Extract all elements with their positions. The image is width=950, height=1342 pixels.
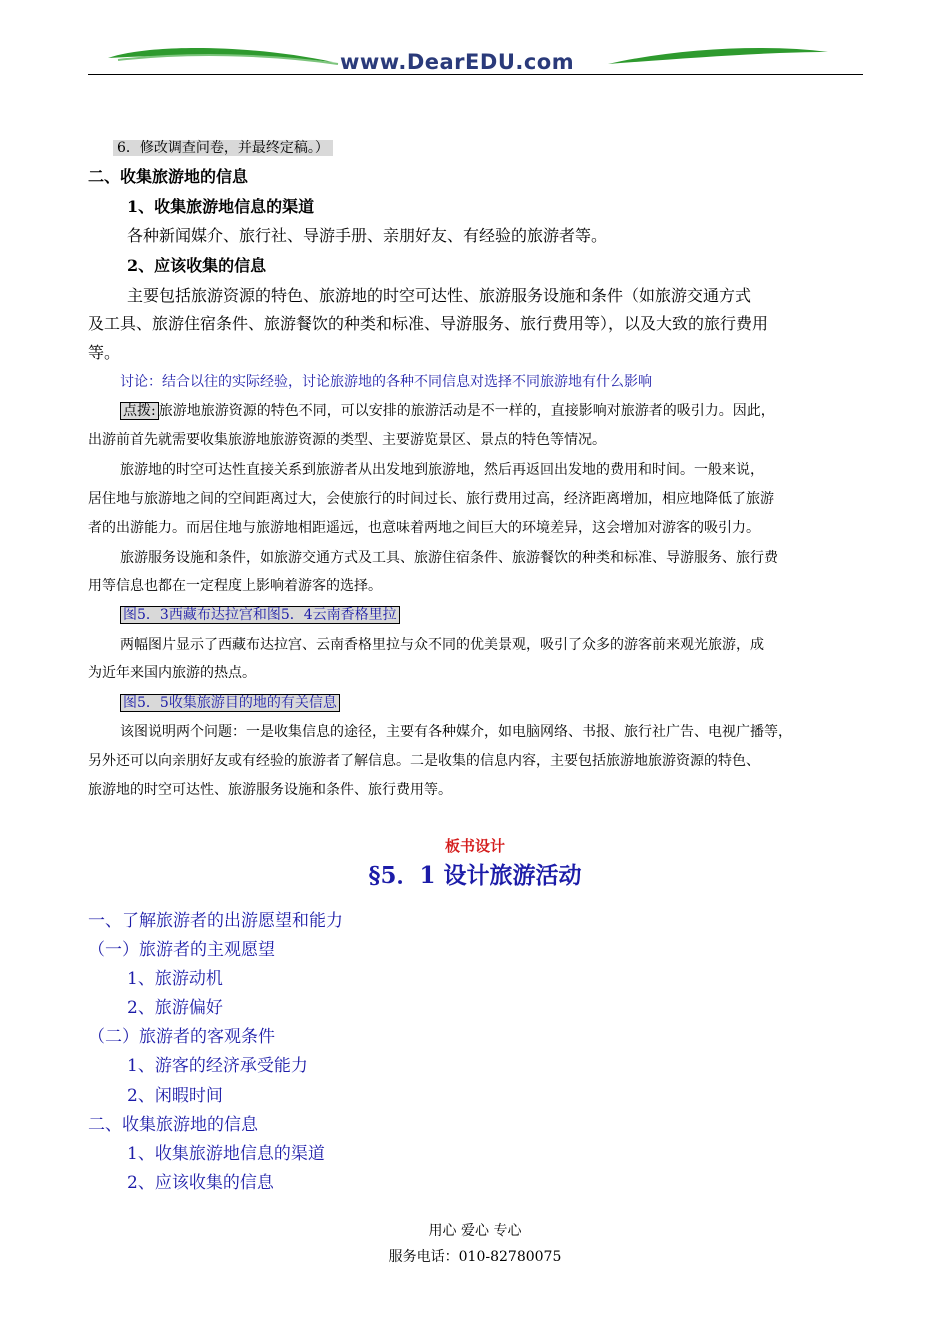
subsection-1-text: 各种新闻媒介、旅行社、导游手册、亲朋好友、有经验的旅游者等。 — [127, 226, 608, 245]
outline-item: 二、收集旅游地的信息 — [88, 1115, 258, 1135]
subsection-2-text-line: 等。 — [88, 343, 121, 362]
outline-item: （一）旅游者的主观愿望 — [88, 940, 275, 960]
step-6: 6．修改调查问卷，并最终定稿。） — [113, 137, 333, 157]
header-divider — [88, 74, 863, 75]
paragraph-line: 者的出游能力。而居住地与旅游地相距遥远，也意味着两地之间巨大的环境差异，这会增加对游客的吸引力。 — [88, 520, 760, 536]
figure-caption-1: 图5．3西藏布达拉宫和图5．4云南香格里拉 — [120, 604, 400, 624]
paragraph-line: 旅游地的时空可达性、旅游服务设施和条件、旅行费用等。 — [88, 782, 452, 798]
paragraph-line: 两幅图片显示了西藏布达拉宫、云南香格里拉与众不同的优美景观，吸引了众多的游客前来观光旅游，成 — [120, 637, 764, 653]
board-design-title: §5．1 设计旅游活动 — [368, 862, 582, 889]
subsection-2-text-line: 主要包括旅游资源的特色、旅游地的时空可达性、旅游服务设施和条件（如旅游交通方式 — [127, 286, 752, 305]
subsection-1-title: 1、收集旅游地信息的渠道 — [127, 197, 315, 216]
outline-item: 2、旅游偏好 — [127, 998, 223, 1018]
paragraph-line: 旅游地的时空可达性直接关系到旅游者从出发地到旅游地，然后再返回出发地的费用和时间。一般来说， — [120, 462, 764, 478]
tip-line: 点拨: 旅游地旅游资源的特色不同，可以安排的旅游活动是不一样的，直接影响对旅游者的吸引力。因此， — [120, 400, 775, 420]
paragraph-line: 另外还可以向亲朋好友或有经验的旅游者了解信息。二是收集的信息内容，主要包括旅游地旅游资源的特色、 — [88, 753, 760, 769]
subsection-2-title: 2、应该收集的信息 — [127, 256, 267, 275]
paragraph-line: 用等信息也都在一定程度上影响着游客的选择。 — [88, 578, 382, 594]
discussion-line: 讨论：结合以往的实际经验，讨论旅游地的各种不同信息对选择不同旅游地有什么影响 — [120, 374, 652, 390]
section-2-title: 二、收集旅游地的信息 — [88, 167, 249, 186]
tip-line: 出游前首先就需要收集旅游地旅游资源的类型、主要游览景区、景点的特色等情况。 — [88, 432, 606, 448]
paragraph-line: 居住地与旅游地之间的空间距离过大，会使旅行的时间过长、旅行费用过高，经济距离增加，相应地降低了旅游 — [88, 491, 774, 507]
footer-phone: 服务电话：010-82780075 — [388, 1249, 562, 1265]
board-design-label: 板书设计 — [444, 837, 505, 855]
outline-item: 一、了解旅游者的出游愿望和能力 — [88, 911, 343, 931]
subsection-2-text-line: 及工具、旅游住宿条件、旅游餐饮的种类和标准、导游服务、旅行费用等），以及大致的旅行费用 — [88, 314, 769, 333]
outline-item: （二）旅游者的客观条件 — [88, 1027, 275, 1047]
footer-slogan: 用心 爱心 专心 — [428, 1223, 522, 1239]
tip-label: 点拨: — [120, 402, 159, 420]
outline-item: 1、旅游动机 — [127, 969, 223, 989]
paragraph-line: 旅游服务设施和条件，如旅游交通方式及工具、旅游住宿条件、旅游餐饮的种类和标准、导游服务、旅行费 — [120, 550, 778, 566]
paragraph-line: 为近年来国内旅游的热点。 — [88, 665, 256, 681]
figure-caption-2: 图5．5收集旅游目的地的有关信息 — [120, 692, 340, 712]
outline-item: 1、游客的经济承受能力 — [127, 1056, 308, 1076]
outline-item: 2、闲暇时间 — [127, 1086, 223, 1106]
paragraph-line: 该图说明两个问题：一是收集信息的途径，主要有各种媒介，如电脑网络、书报、旅行社广告、电视广播等， — [120, 724, 792, 740]
outline-item: 1、收集旅游地信息的渠道 — [127, 1144, 325, 1164]
brand-logo-text: www.DearEDU.com — [340, 50, 575, 74]
outline-item: 2、应该收集的信息 — [127, 1173, 274, 1193]
